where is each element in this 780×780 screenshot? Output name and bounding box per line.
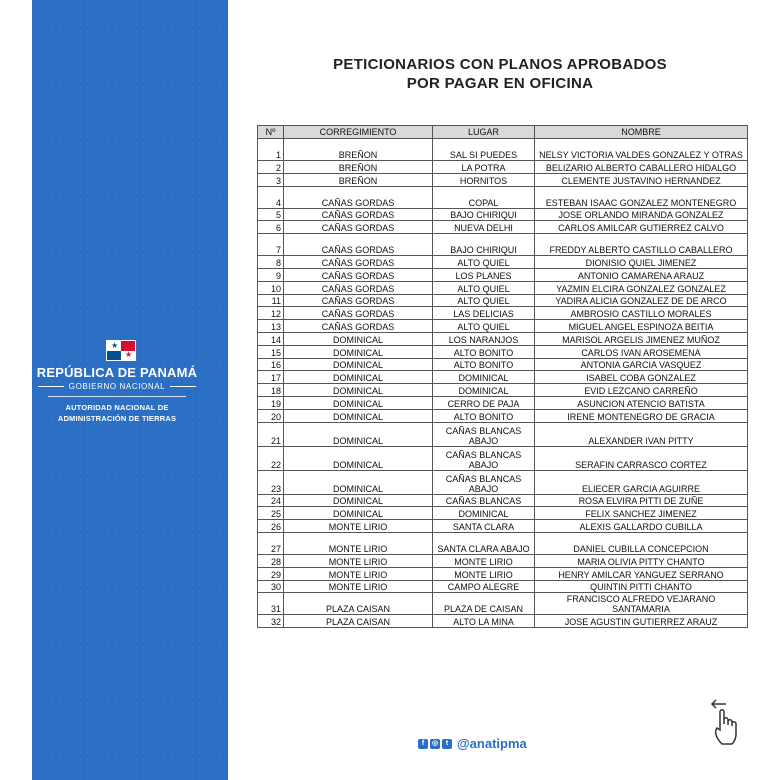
row-number: 30 [258, 580, 284, 593]
row-corregimiento: CAÑAS GORDAS [284, 307, 433, 320]
row-number: 31 [258, 593, 284, 615]
row-corregimiento: DOMINICAL [284, 371, 433, 384]
row-corregimiento: DOMINICAL [284, 345, 433, 358]
row-number: 24 [258, 494, 284, 507]
row-corregimiento: CAÑAS GORDAS [284, 268, 433, 281]
row-lugar: CAÑAS BLANCAS ABAJO [433, 470, 535, 494]
swipe-hand-icon [708, 698, 748, 748]
row-lugar: LAS DELICIAS [433, 307, 535, 320]
row-corregimiento: DOMINICAL [284, 384, 433, 397]
row-number: 1 [258, 139, 284, 161]
row-nombre: MARISOL ARGELIS JIMENEZ MUÑOZ [535, 332, 748, 345]
row-number: 17 [258, 371, 284, 384]
table-row [258, 520, 748, 533]
row-lugar: CAÑAS BLANCAS ABAJO [433, 446, 535, 470]
row-number: 5 [258, 208, 284, 221]
row-lugar: NUEVA DELHI [433, 221, 535, 234]
row-corregimiento: CAÑAS GORDAS [284, 281, 433, 294]
row-nombre: EVID LEZCANO CARREÑO [535, 384, 748, 397]
row-lugar: DOMINICAL [433, 507, 535, 520]
government-label: GOBIERNO NACIONAL [32, 382, 202, 391]
table-row [258, 446, 748, 470]
row-number: 11 [258, 294, 284, 307]
row-nombre: ROSA ELVIRA PITTI DE ZUÑE [535, 494, 748, 507]
panama-flag-icon: ★ ★ [106, 340, 136, 361]
row-nombre: HENRY AMILCAR YANGUEZ SERRANO [535, 567, 748, 580]
row-nombre: QUINTIN PITTI CHANTO [535, 580, 748, 593]
row-nombre: ESTEBAN ISAAC GONZALEZ MONTENEGRO [535, 186, 748, 208]
table-row [258, 345, 748, 358]
col-header-corregimiento: CORREGIMIENTO [284, 126, 433, 139]
row-number: 2 [258, 161, 284, 174]
row-nombre: ALEXIS GALLARDO CUBILLA [535, 520, 748, 533]
row-lugar: ALTO QUIEL [433, 281, 535, 294]
row-corregimiento: CAÑAS GORDAS [284, 294, 433, 307]
row-corregimiento: DOMINICAL [284, 358, 433, 371]
row-nombre: ALEXANDER IVAN PITTY [535, 422, 748, 446]
row-number: 14 [258, 332, 284, 345]
row-lugar: COPAL [433, 186, 535, 208]
row-corregimiento: CAÑAS GORDAS [284, 320, 433, 333]
row-number: 8 [258, 256, 284, 269]
row-number: 22 [258, 446, 284, 470]
table-row [258, 139, 748, 161]
table-row [258, 371, 748, 384]
col-header-number: Nº [258, 126, 284, 139]
social-handle[interactable]: @anatipma [457, 736, 527, 751]
row-nombre: BELIZARIO ALBERTO CABALLERO HIDALGO [535, 161, 748, 174]
petitioners-table [257, 125, 748, 628]
table-row [258, 507, 748, 520]
table-row [258, 567, 748, 580]
table-row [258, 396, 748, 409]
row-number: 7 [258, 234, 284, 256]
row-number: 29 [258, 567, 284, 580]
row-nombre: AMBROSIO CASTILLO MORALES [535, 307, 748, 320]
table-row [258, 580, 748, 593]
row-nombre: ANTONIA GARCIA VASQUEZ [535, 358, 748, 371]
row-lugar: ALTO QUIEL [433, 256, 535, 269]
authority-name: AUTORIDAD NACIONAL DE ADMINISTRACIÓN DE TIERRAS [57, 403, 177, 423]
row-lugar: CERRO DE PAJA [433, 396, 535, 409]
row-lugar: SANTA CLARA [433, 520, 535, 533]
row-lugar: DOMINICAL [433, 384, 535, 397]
row-corregimiento: DOMINICAL [284, 446, 433, 470]
row-nombre: CARLOS IVAN AROSEMENA [535, 345, 748, 358]
row-corregimiento: CAÑAS GORDAS [284, 221, 433, 234]
row-lugar: BAJO CHIRIQUI [433, 234, 535, 256]
page-title-line1: PETICIONARIOS CON PLANOS APROBADOS [333, 56, 667, 73]
table-row [258, 161, 748, 174]
table-row [258, 294, 748, 307]
facebook-icon[interactable]: f [418, 739, 428, 749]
row-corregimiento: PLAZA CAISAN [284, 615, 433, 628]
row-lugar: ALTO BONITO [433, 358, 535, 371]
row-nombre: FRANCISCO ALFREDO VEJARANO SANTAMARIA [535, 593, 748, 615]
row-nombre: YADIRA ALICIA GONZALEZ DE DE ARCO [535, 294, 748, 307]
row-number: 32 [258, 615, 284, 628]
row-lugar: HORNITOS [433, 173, 535, 186]
table-row [258, 173, 748, 186]
row-number: 6 [258, 221, 284, 234]
table-row [258, 384, 748, 397]
table-row [258, 186, 748, 208]
row-nombre: YAZMIN ELCIRA GONZALEZ GONZALEZ [535, 281, 748, 294]
row-number: 3 [258, 173, 284, 186]
social-bar [418, 736, 527, 751]
row-number: 19 [258, 396, 284, 409]
row-lugar: SAL SI PUEDES [433, 139, 535, 161]
row-lugar: ALTO QUIEL [433, 294, 535, 307]
row-number: 20 [258, 409, 284, 422]
row-corregimiento: DOMINICAL [284, 507, 433, 520]
row-corregimiento: DOMINICAL [284, 470, 433, 494]
row-number: 26 [258, 520, 284, 533]
row-nombre: JOSE AGUSTIN GUTIERREZ ARAUZ [535, 615, 748, 628]
table-row [258, 281, 748, 294]
row-corregimiento: CAÑAS GORDAS [284, 256, 433, 269]
row-number: 25 [258, 507, 284, 520]
table-row [258, 256, 748, 269]
row-nombre: CLEMENTE JUSTAVINO HERNANDEZ [535, 173, 748, 186]
row-nombre: JOSE ORLANDO MIRANDA GONZALEZ [535, 208, 748, 221]
row-number: 13 [258, 320, 284, 333]
table-row [258, 221, 748, 234]
row-corregimiento: BREÑON [284, 161, 433, 174]
row-lugar: LA POTRA [433, 161, 535, 174]
table-row [258, 593, 748, 615]
row-number: 4 [258, 186, 284, 208]
row-corregimiento: DOMINICAL [284, 396, 433, 409]
row-nombre: ISABEL COBA GONZALEZ [535, 371, 748, 384]
row-lugar: LOS NARANJOS [433, 332, 535, 345]
table-row [258, 470, 748, 494]
table-header-row [258, 126, 748, 139]
row-lugar: PLAZA DE CAISAN [433, 593, 535, 615]
row-lugar: DOMINICAL [433, 371, 535, 384]
row-nombre: CARLOS AMILCAR GUTIERREZ CALVO [535, 221, 748, 234]
instagram-icon[interactable]: ◎ [431, 739, 439, 747]
table-row [258, 422, 748, 446]
brand-divider [48, 396, 186, 397]
table-row [258, 615, 748, 628]
row-corregimiento: CAÑAS GORDAS [284, 186, 433, 208]
table-row [258, 358, 748, 371]
row-corregimiento: DOMINICAL [284, 332, 433, 345]
row-corregimiento: MONTE LIRIO [284, 532, 433, 554]
table-row [258, 307, 748, 320]
table-row [258, 234, 748, 256]
row-corregimiento: DOMINICAL [284, 494, 433, 507]
row-nombre: DIONISIO QUIEL JIMENEZ [535, 256, 748, 269]
row-lugar: BAJO CHIRIQUI [433, 208, 535, 221]
row-corregimiento: MONTE LIRIO [284, 520, 433, 533]
table-row [258, 268, 748, 281]
twitter-icon[interactable]: t [442, 739, 452, 749]
row-corregimiento: CAÑAS GORDAS [284, 234, 433, 256]
republic-name: REPÚBLICA DE PANAMÁ [36, 365, 198, 380]
row-nombre: ANTONIO CAMARENA ARAUZ [535, 268, 748, 281]
row-nombre: SERAFIN CARRASCO CORTEZ [535, 446, 748, 470]
row-nombre: MARIA OLIVIA PITTY CHANTO [535, 554, 748, 567]
row-lugar: CAÑAS BLANCAS [433, 494, 535, 507]
row-nombre: MIGUEL ANGEL ESPINOZA BEITIA [535, 320, 748, 333]
row-number: 27 [258, 532, 284, 554]
table-row [258, 208, 748, 221]
table-row [258, 409, 748, 422]
table-row [258, 554, 748, 567]
row-lugar: ALTO BONITO [433, 345, 535, 358]
col-header-lugar: LUGAR [433, 126, 535, 139]
row-corregimiento: CAÑAS GORDAS [284, 208, 433, 221]
row-number: 23 [258, 470, 284, 494]
row-corregimiento: MONTE LIRIO [284, 567, 433, 580]
page-title-line2: POR PAGAR EN OFICINA [406, 75, 594, 92]
row-number: 28 [258, 554, 284, 567]
row-number: 16 [258, 358, 284, 371]
row-nombre: FREDDY ALBERTO CASTILLO CABALLERO [535, 234, 748, 256]
row-corregimiento: PLAZA CAISAN [284, 593, 433, 615]
row-lugar: ALTO BONITO [433, 409, 535, 422]
row-lugar: CAMPO ALEGRE [433, 580, 535, 593]
table-row [258, 332, 748, 345]
row-corregimiento: MONTE LIRIO [284, 580, 433, 593]
row-number: 10 [258, 281, 284, 294]
row-number: 18 [258, 384, 284, 397]
col-header-nombre: NOMBRE [535, 126, 748, 139]
row-number: 9 [258, 268, 284, 281]
row-corregimiento: DOMINICAL [284, 409, 433, 422]
row-lugar: CAÑAS BLANCAS ABAJO [433, 422, 535, 446]
table-row [258, 532, 748, 554]
row-nombre: IRENE MONTENEGRO DE GRACIA [535, 409, 748, 422]
row-corregimiento: BREÑON [284, 139, 433, 161]
row-lugar: MONTE LIRIO [433, 554, 535, 567]
row-lugar: SANTA CLARA ABAJO [433, 532, 535, 554]
row-nombre: NELSY VICTORIA VALDES GONZALEZ Y OTRAS [535, 139, 748, 161]
row-lugar: ALTO QUIEL [433, 320, 535, 333]
row-nombre: ELIECER GARCIA AGUIRRE [535, 470, 748, 494]
left-margin [0, 0, 32, 780]
row-number: 15 [258, 345, 284, 358]
row-nombre: ASUNCION ATENCIO BATISTA [535, 396, 748, 409]
table-row [258, 494, 748, 507]
row-corregimiento: DOMINICAL [284, 422, 433, 446]
row-nombre: FELIX SANCHEZ JIMENEZ [535, 507, 748, 520]
row-lugar: LOS PLANES [433, 268, 535, 281]
row-number: 12 [258, 307, 284, 320]
row-corregimiento: BREÑON [284, 173, 433, 186]
row-corregimiento: MONTE LIRIO [284, 554, 433, 567]
row-nombre: DANIEL CUBILLA CONCEPCION [535, 532, 748, 554]
table-row [258, 320, 748, 333]
row-lugar: MONTE LIRIO [433, 567, 535, 580]
row-number: 21 [258, 422, 284, 446]
row-lugar: ALTO LA MINA [433, 615, 535, 628]
